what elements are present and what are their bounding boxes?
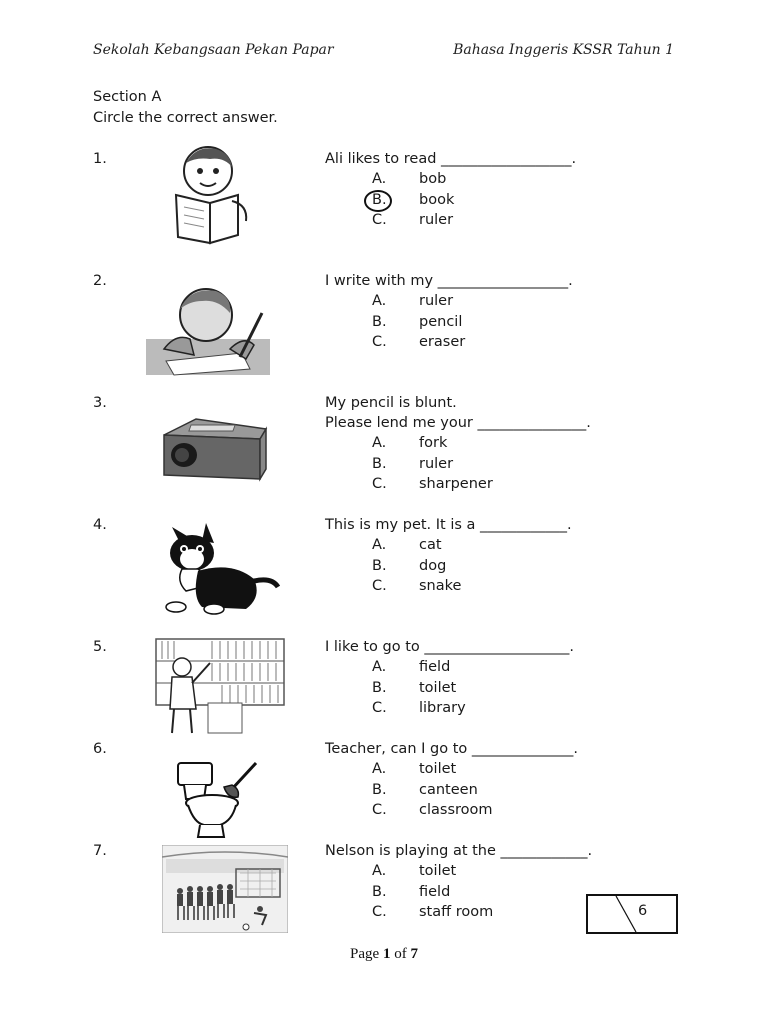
- boy-writing-picture: [146, 279, 270, 377]
- question-number: 6.: [93, 741, 107, 757]
- option-b-letter[interactable]: B.: [372, 192, 387, 208]
- option-b-word[interactable]: toilet: [419, 680, 457, 696]
- question-number: 2.: [93, 273, 107, 289]
- score-value: 6: [638, 903, 648, 919]
- question-text: I write with my __________________.: [325, 273, 573, 289]
- option-c-letter[interactable]: C.: [372, 212, 387, 228]
- question-text: I like to go to ____________________.: [325, 639, 574, 655]
- option-a-letter[interactable]: A.: [372, 659, 387, 675]
- score-box-diagonal: [588, 896, 676, 932]
- option-c-word[interactable]: staff room: [419, 904, 494, 920]
- option-c-letter[interactable]: C.: [372, 802, 387, 818]
- page-label: Page: [350, 946, 380, 962]
- section-title: Section A: [93, 89, 162, 105]
- option-c-word[interactable]: ruler: [419, 212, 454, 228]
- question-text: This is my pet. It is a ____________.: [325, 517, 572, 533]
- option-b-letter[interactable]: B.: [372, 782, 387, 798]
- option-c-letter[interactable]: C.: [372, 334, 387, 350]
- option-a-letter[interactable]: A.: [372, 537, 387, 553]
- question-text-line-2: Please lend me your _______________.: [325, 415, 591, 431]
- question-text: Teacher, can I go to ______________.: [325, 741, 578, 757]
- cat-picture: [162, 521, 280, 615]
- question-number: 1.: [93, 151, 107, 167]
- option-c-word[interactable]: snake: [419, 578, 462, 594]
- football-field-picture: [162, 845, 288, 933]
- option-a-letter[interactable]: A.: [372, 761, 387, 777]
- option-a-word[interactable]: toilet: [419, 863, 457, 879]
- option-c-word[interactable]: eraser: [419, 334, 466, 350]
- school-name: Sekolah Kebangsaan Pekan Papar: [93, 42, 334, 58]
- option-a-word[interactable]: toilet: [419, 761, 457, 777]
- library-picture: [152, 637, 286, 737]
- option-b-letter[interactable]: B.: [372, 456, 387, 472]
- question-text: Nelson is playing at the ____________.: [325, 843, 593, 859]
- option-a-letter[interactable]: A.: [372, 435, 387, 451]
- option-b-letter[interactable]: B.: [372, 680, 387, 696]
- option-b-word[interactable]: pencil: [419, 314, 463, 330]
- option-a-word[interactable]: fork: [419, 435, 448, 451]
- subject-title: Bahasa Inggeris KSSR Tahun 1: [453, 42, 674, 58]
- option-c-letter[interactable]: C.: [372, 904, 387, 920]
- page-of: of: [394, 946, 407, 962]
- option-b-word[interactable]: dog: [419, 558, 447, 574]
- option-c-word[interactable]: sharpener: [419, 476, 493, 492]
- section-instruction: Circle the correct answer.: [93, 110, 278, 126]
- option-a-letter[interactable]: A.: [372, 171, 387, 187]
- boy-reading-book-picture: [166, 145, 254, 255]
- option-a-letter[interactable]: A.: [372, 293, 387, 309]
- current-page: 1: [382, 946, 391, 962]
- option-c-letter[interactable]: C.: [372, 700, 387, 716]
- option-b-letter[interactable]: B.: [372, 884, 387, 900]
- option-b-letter[interactable]: B.: [372, 558, 387, 574]
- pencil-sharpener-picture: [156, 417, 268, 489]
- option-b-letter[interactable]: B.: [372, 314, 387, 330]
- option-b-word[interactable]: canteen: [419, 782, 478, 798]
- option-a-word[interactable]: cat: [419, 537, 442, 553]
- question-number: 7.: [93, 843, 107, 859]
- toilet-and-plunger-picture: [174, 759, 260, 839]
- option-a-word[interactable]: field: [419, 659, 451, 675]
- option-b-word[interactable]: book: [419, 192, 455, 208]
- score-box: [586, 894, 678, 934]
- option-c-letter[interactable]: C.: [372, 476, 387, 492]
- question-number: 5.: [93, 639, 107, 655]
- option-c-letter[interactable]: C.: [372, 578, 387, 594]
- question-text-line-1: My pencil is blunt.: [325, 395, 457, 411]
- question-text: Ali likes to read __________________.: [325, 151, 577, 167]
- page-indicator: [0, 946, 768, 963]
- option-b-word[interactable]: ruler: [419, 456, 454, 472]
- question-number: 4.: [93, 517, 107, 533]
- total-pages: 7: [410, 946, 418, 962]
- option-b-word[interactable]: field: [419, 884, 451, 900]
- question-number: 3.: [93, 395, 107, 411]
- option-a-word[interactable]: ruler: [419, 293, 454, 309]
- option-c-word[interactable]: classroom: [419, 802, 493, 818]
- option-a-letter[interactable]: A.: [372, 863, 387, 879]
- option-c-word[interactable]: library: [419, 700, 466, 716]
- option-a-word[interactable]: bob: [419, 171, 447, 187]
